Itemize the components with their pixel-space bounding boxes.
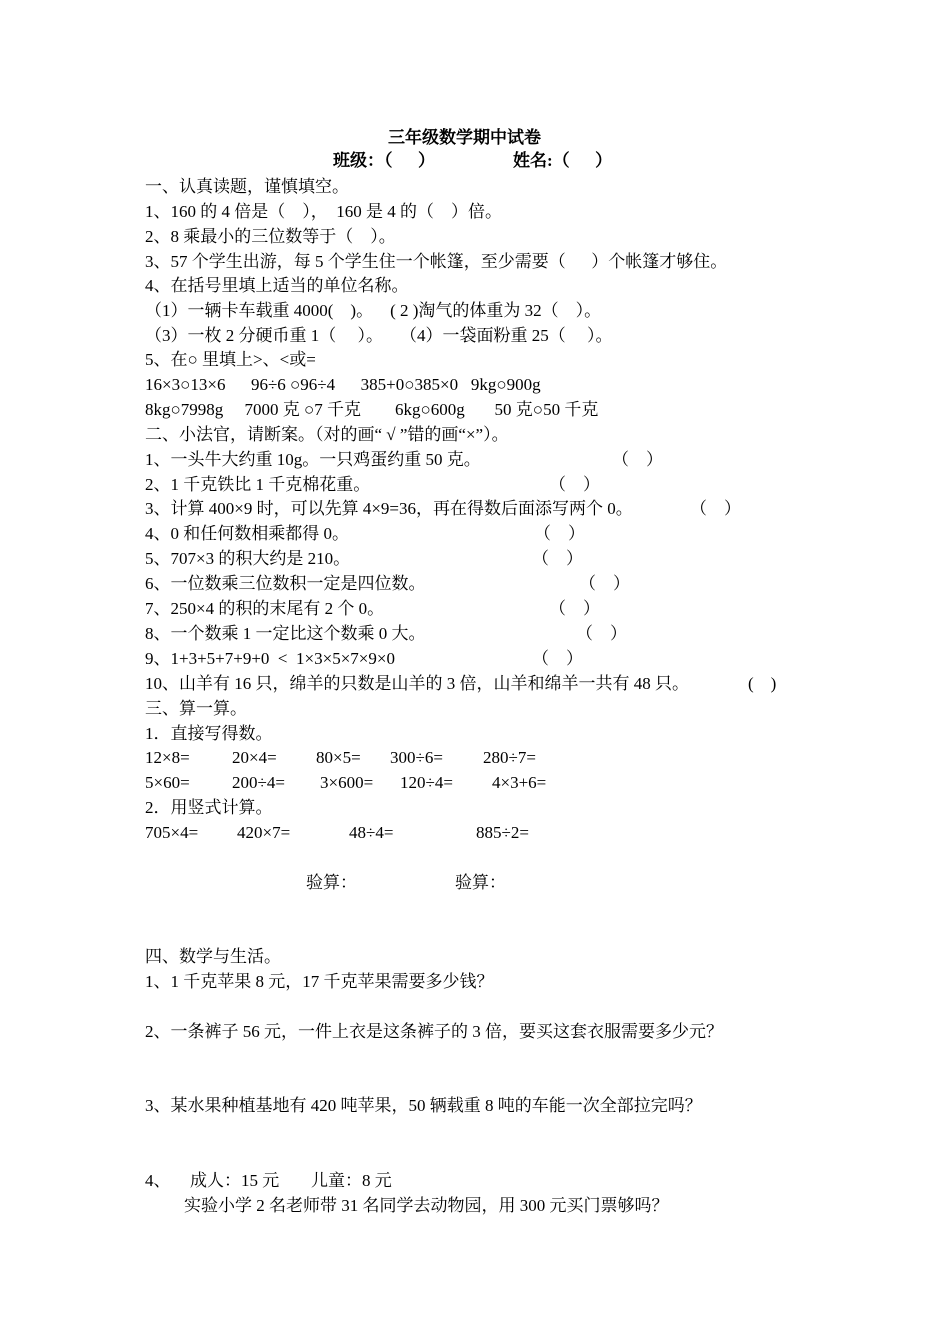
calc-item: 200÷4= bbox=[232, 773, 285, 792]
vertical-calc-item: 885÷2= bbox=[476, 823, 529, 842]
section2-heading: 二、小法官，请断案。（对的画“ √ ”错的画“×”）。 bbox=[145, 425, 509, 444]
s4-question-2: 2、一条裤子 56 元，一件上衣是这条裤子的 3 倍，要买这套衣服需要多少元？ bbox=[145, 1022, 723, 1041]
s4-question-4-number: 4、 bbox=[145, 1171, 171, 1190]
judge-paren: （ ） bbox=[579, 574, 630, 593]
calc-item: 280÷7= bbox=[483, 748, 536, 767]
s4-question-3: 3、某水果种植基地有 420 吨苹果，50 辆载重 8 吨的车能一次全部拉完吗？ bbox=[145, 1096, 702, 1115]
judge-paren: （ ） bbox=[532, 549, 583, 568]
s1-question-5a: 16×3○13×6 96÷6 ○96÷4 385+0○385×0 9kg○900g bbox=[145, 375, 541, 394]
s3-sub-1: 1．直接写得数。 bbox=[145, 724, 273, 743]
judge-item: 6、一位数乘三位数积一定是四位数。 bbox=[145, 574, 426, 593]
judge-paren: （ ） bbox=[534, 524, 585, 543]
judge-item: 8、一个数乘 1 一定比这个数乘 0 大。 bbox=[145, 624, 426, 643]
class-label: 班级：（ ） bbox=[333, 151, 435, 170]
judge-paren: （ ） bbox=[612, 450, 663, 469]
judge-item: 3、计算 400×9 时，可以先算 4×9=36，再在得数后面添写两个 0。 bbox=[145, 499, 633, 518]
s1-question-1: 1、160 的 4 倍是（ ）， 160 是 4 的（ ）倍。 bbox=[145, 202, 502, 221]
name-label: 姓名:（ ） bbox=[513, 151, 613, 170]
calc-item: 3×600= bbox=[320, 773, 374, 792]
ticket-price-child: 儿童：8 元 bbox=[311, 1171, 392, 1190]
section1-heading: 一、认真读题，谨慎填空。 bbox=[145, 177, 349, 196]
s1-question-4a: （1）一辆卡车载重 4000( )。 ( 2 )淘气的体重为 32（ ）。 bbox=[145, 301, 602, 320]
check-label: 验算： bbox=[306, 873, 357, 892]
judge-paren: （ ） bbox=[549, 475, 600, 494]
vertical-calc-item: 420×7= bbox=[237, 823, 291, 842]
judge-paren: （ ） bbox=[549, 599, 600, 618]
judge-paren: ( ) bbox=[748, 674, 777, 693]
s1-question-5: 5、在○ 里填上>、<或= bbox=[145, 350, 316, 369]
calc-item: 80×5= bbox=[316, 748, 361, 767]
judge-item: 10、山羊有 16 只，绵羊的只数是山羊的 3 倍，山羊和绵羊一共有 48 只。 bbox=[145, 674, 689, 693]
calc-item: 4×3+6= bbox=[492, 773, 547, 792]
calc-item: 20×4= bbox=[232, 748, 277, 767]
judge-item: 1、一头牛大约重 10g。一只鸡蛋约重 50 克。 bbox=[145, 450, 481, 469]
calc-item: 12×8= bbox=[145, 748, 190, 767]
section4-heading: 四、数学与生活。 bbox=[145, 947, 281, 966]
judge-paren: （ ） bbox=[576, 624, 627, 643]
vertical-calc-item: 705×4= bbox=[145, 823, 199, 842]
judge-item: 9、1+3+5+7+9+0 < 1×3×5×7×9×0 bbox=[145, 649, 395, 668]
ticket-price-adult: 成人：15 元 bbox=[190, 1171, 280, 1190]
judge-paren: （ ） bbox=[690, 499, 741, 518]
judge-paren: （ ） bbox=[532, 649, 583, 668]
calc-item: 300÷6= bbox=[390, 748, 443, 767]
s1-question-4b: （3）一枚 2 分硬币重 1（ ）。 （4）一袋面粉重 25（ ）。 bbox=[145, 326, 613, 345]
s4-question-1: 1、1 千克苹果 8 元，17 千克苹果需要多少钱？ bbox=[145, 972, 494, 991]
s1-question-2: 2、8 乘最小的三位数等于（ ）。 bbox=[145, 227, 396, 246]
calc-item: 120÷4= bbox=[400, 773, 453, 792]
check-label: 验算： bbox=[455, 873, 506, 892]
judge-item: 2、1 千克铁比 1 千克棉花重。 bbox=[145, 475, 371, 494]
judge-item: 4、0 和任何数相乘都得 0。 bbox=[145, 524, 349, 543]
page-title: 三年级数学期中试卷 bbox=[388, 128, 541, 147]
judge-item: 5、707×3 的积大约是 210。 bbox=[145, 549, 351, 568]
s1-question-4: 4、在括号里填上适当的单位名称。 bbox=[145, 276, 409, 295]
s1-question-5b: 8kg○7998g 7000 克 ○7 千克 6kg○600g 50 克○50 千克 bbox=[145, 400, 599, 419]
calc-item: 5×60= bbox=[145, 773, 190, 792]
s1-question-3: 3、57 个学生出游，每 5 个学生住一个帐篷，至少需要（ ）个帐篷才够住。 bbox=[145, 252, 728, 271]
s3-sub-2: 2．用竖式计算。 bbox=[145, 798, 273, 817]
s4-question-4-text: 实验小学 2 名老师带 31 名同学去动物园，用 300 元买门票够吗？ bbox=[184, 1196, 669, 1215]
section3-heading: 三、算一算。 bbox=[145, 699, 247, 718]
vertical-calc-item: 48÷4= bbox=[349, 823, 394, 842]
judge-item: 7、250×4 的积的末尾有 2 个 0。 bbox=[145, 599, 385, 618]
